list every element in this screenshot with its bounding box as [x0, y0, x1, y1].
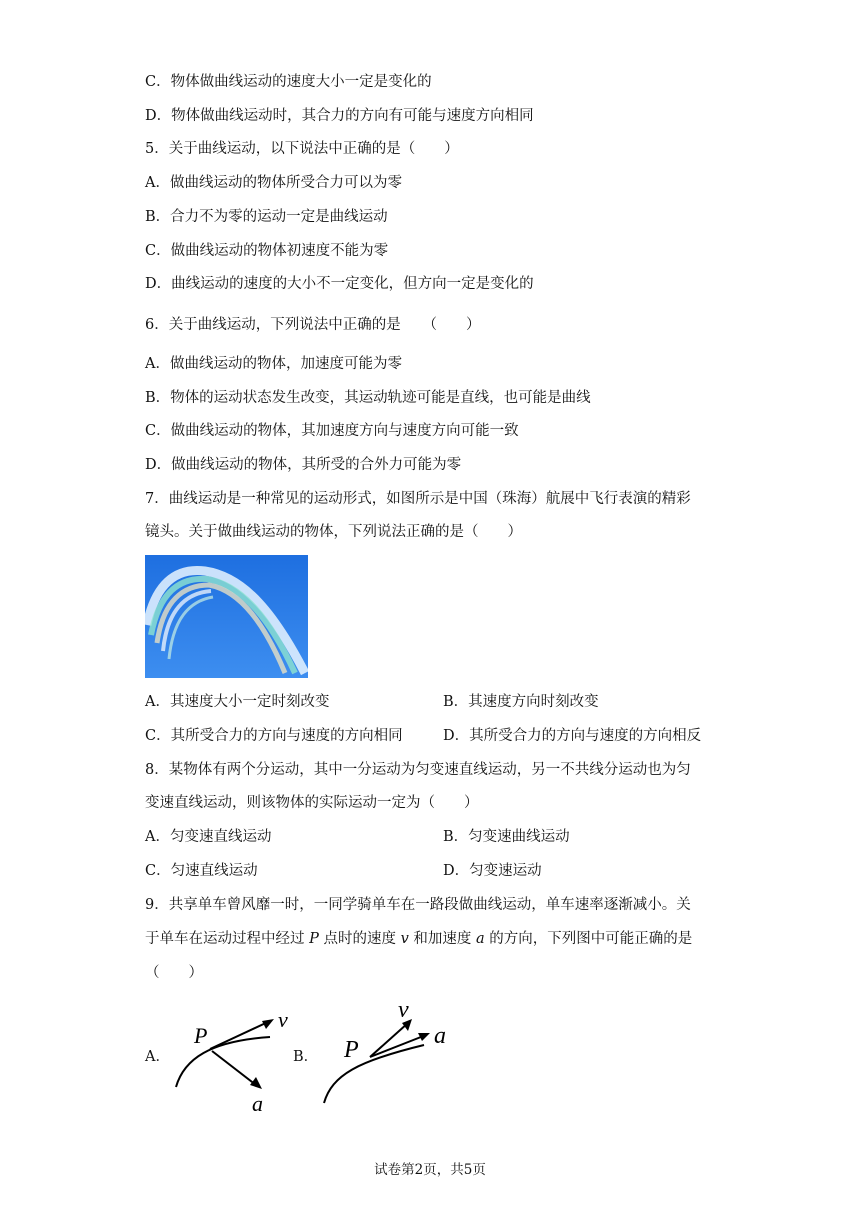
question-7-line1: 7．曲线运动是一种常见的运动形式，如图所示是中国（珠海）航展中飞行表演的精彩	[145, 491, 691, 507]
q9-acceleration-a: a	[476, 931, 485, 947]
option-9b-label: B．	[293, 1049, 319, 1065]
q9-text-mid1: 点时的速度	[318, 931, 401, 947]
diagram-9b-label-a: a	[434, 1023, 446, 1049]
option-5c: C．做曲线运动的物体初速度不能为零	[145, 243, 389, 259]
option-7d: D．其所受合力的方向与速度的方向相反	[443, 728, 702, 744]
question-6: 6．关于曲线运动，下列说法中正确的是 （ ）	[145, 317, 481, 333]
option-8c: C．匀速直线运动	[145, 863, 258, 879]
diagram-9a-label-a: a	[252, 1091, 263, 1115]
question-8-line2: 变速直线运动，则该物体的实际运动一定为（ ）	[145, 795, 479, 811]
option-8d: D．匀变速运动	[443, 863, 542, 879]
option-5d: D．曲线运动的速度的大小不一定变化，但方向一定是变化的	[145, 276, 534, 292]
option-7b: B．其速度方向时刻改变	[443, 694, 599, 710]
option-6b: B．物体的运动状态发生改变，其运动轨迹可能是直线，也可能是曲线	[145, 390, 591, 406]
page-footer: 试卷第2页，共5页	[374, 1162, 486, 1178]
option-8a: A．匀变速直线运动	[145, 829, 272, 845]
option-8b: B．匀变速曲线运动	[443, 829, 570, 845]
line-q4c: C．物体做曲线运动的速度大小一定是变化的	[145, 74, 432, 90]
question-9-line3: （ ）	[145, 965, 203, 981]
line-q4d: D．物体做曲线运动时，其合力的方向有可能与速度方向相同	[145, 108, 534, 124]
option-6a: A．做曲线运动的物体，加速度可能为零	[145, 356, 402, 372]
option-6d: D．做曲线运动的物体，其所受的合外力可能为零	[145, 457, 462, 473]
question-9-line1: 9．共享单车曾风靡一时，一同学骑单车在一路段做曲线运动，单车速率逐渐减小。关	[145, 897, 691, 913]
question-5: 5．关于曲线运动，以下说法中正确的是（ ）	[145, 141, 459, 157]
diagram-9b-label-p: P	[344, 1037, 359, 1063]
question-7-line2: 镜头。关于做曲线运动的物体，下列说法正确的是（ ）	[145, 524, 522, 540]
option-7a: A．其速度大小一定时刻改变	[145, 694, 330, 710]
question-8-line1: 8．某物体有两个分运动，其中一分运动为匀变速直线运动，另一不共线分运动也为匀	[145, 762, 691, 778]
diagram-9b-label-v: v	[398, 997, 409, 1023]
option-7c: C．其所受合力的方向与速度的方向相同	[145, 728, 403, 744]
diagram-9a	[170, 1005, 300, 1115]
question-9-line2	[145, 929, 692, 949]
q9-text-mid2: 和加速度	[408, 931, 477, 947]
option-9a-label: A．	[145, 1049, 170, 1065]
q9-text-post: 的方向，下列图中可能正确的是	[484, 931, 693, 947]
diagram-9a-label-v: v	[278, 1007, 288, 1032]
option-6c: C．做曲线运动的物体，其加速度方向与速度方向可能一致	[145, 423, 519, 439]
diagram-9b	[318, 995, 468, 1110]
q9-velocity-v: v	[400, 931, 409, 947]
airshow-photo	[145, 555, 308, 678]
q9-point-p: P	[309, 931, 319, 947]
option-5a: A．做曲线运动的物体所受合力可以为零	[145, 175, 402, 191]
q9-text-pre: 于单车在运动过程中经过	[145, 931, 310, 947]
diagram-9a-label-p: P	[194, 1023, 208, 1048]
option-5b: B．合力不为零的运动一定是曲线运动	[145, 209, 388, 225]
